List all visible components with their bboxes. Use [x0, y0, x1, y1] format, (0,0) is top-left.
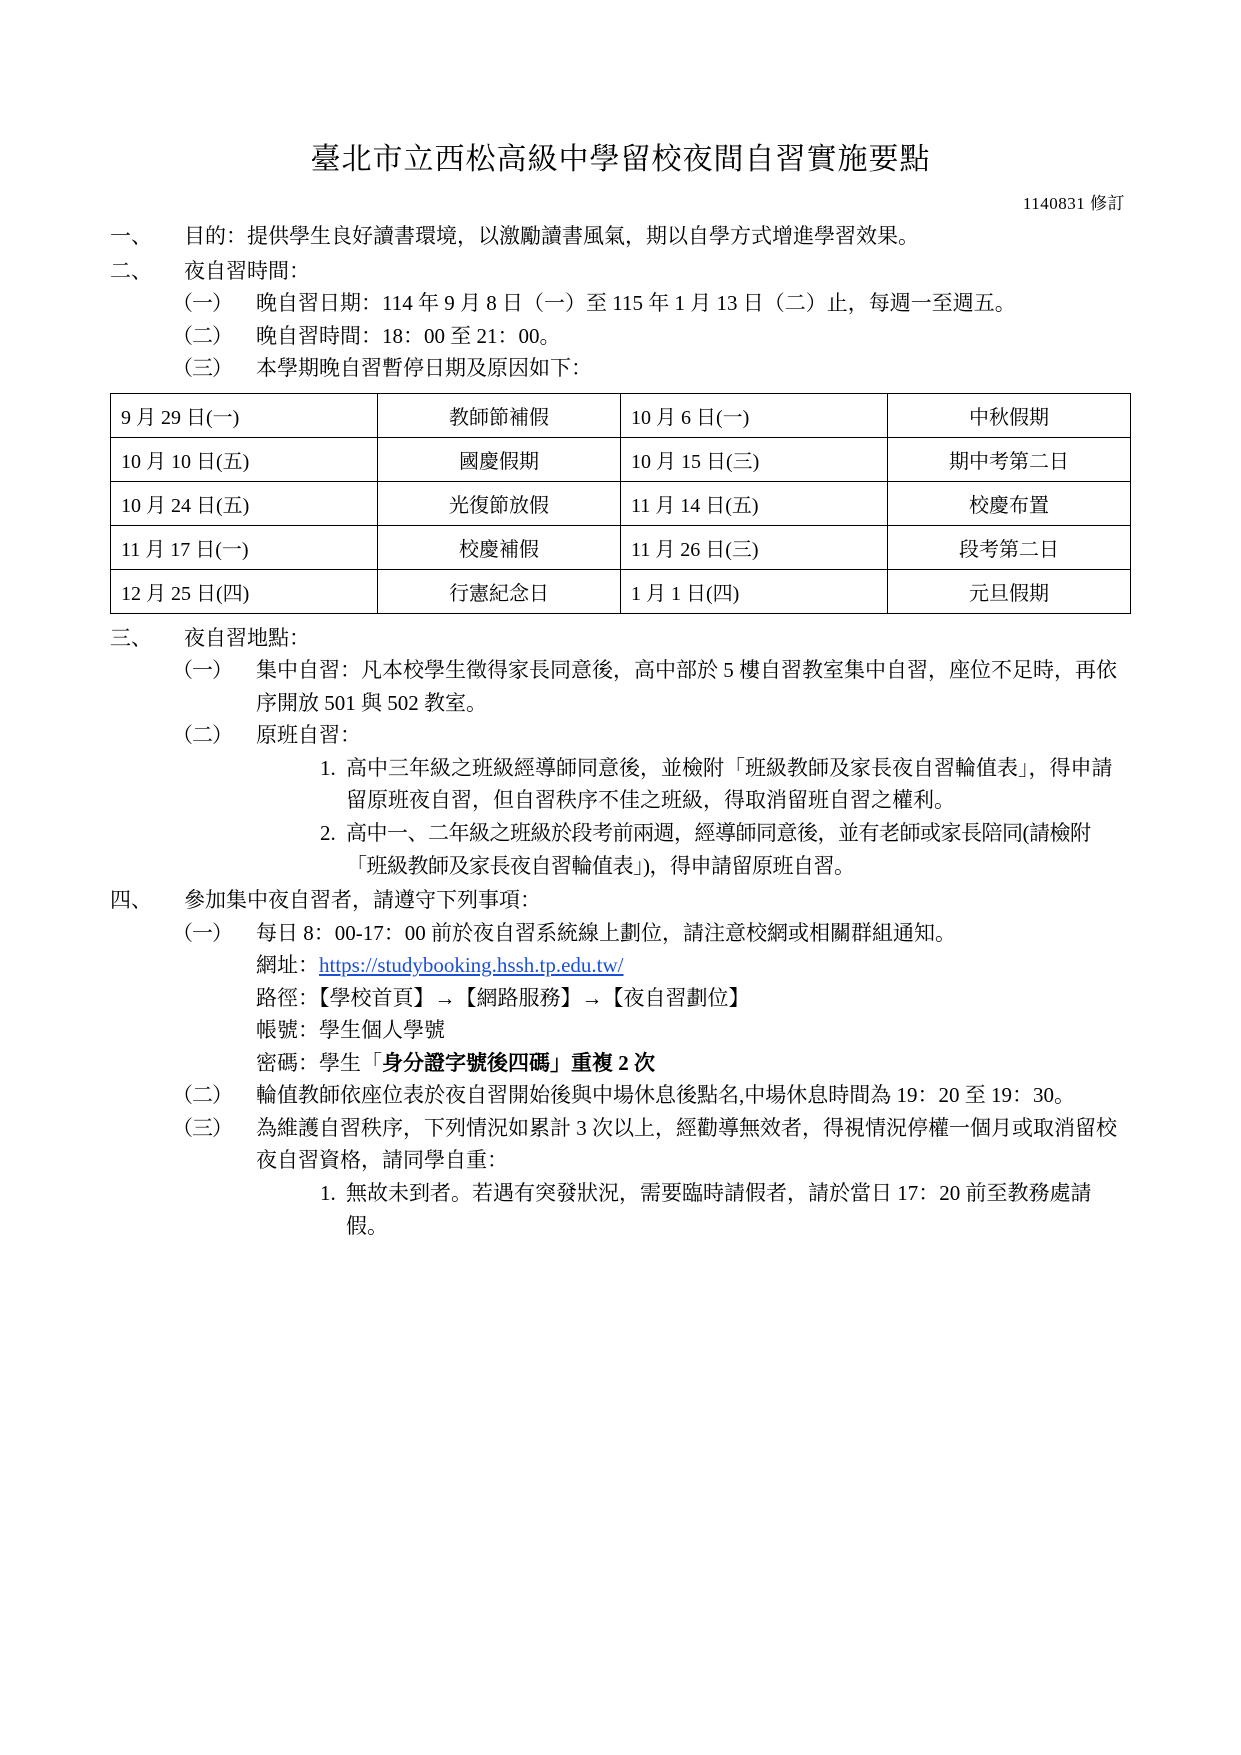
- cell-reason-right: 期中考第二日: [888, 437, 1131, 481]
- section-3-sub-2-marker: 2.: [320, 821, 336, 846]
- cell-reason-right: 校慶布置: [888, 481, 1131, 525]
- section-2-item-2-text: 晚自習時間：18：00 至 21：00。: [256, 323, 561, 348]
- section-4-item-3-marker: （三）: [172, 1115, 232, 1140]
- table-row: [111, 437, 1131, 481]
- cell-date-left: 11 月 17 日(一): [111, 525, 378, 569]
- section-4-item-1-marker: （一）: [172, 920, 232, 945]
- section-2-item-1-text: 晚自習日期：114 年 9 月 8 日（一）至 115 年 1 月 13 日（二）止，每週一至週五。: [256, 291, 1016, 316]
- section-2-item-2: [172, 320, 1131, 353]
- section-4: [110, 884, 1131, 917]
- section-2: [110, 255, 1131, 288]
- cell-date-right: 10 月 15 日(三): [620, 437, 887, 481]
- section-1-text: 目的：提供學生良好讀書環境，以激勵讀書風氣，期以自學方式增進學習效果。: [184, 224, 919, 248]
- section-4-item-2: [172, 1079, 1131, 1112]
- cell-reason-left: 國慶假期: [378, 437, 621, 481]
- suspension-table: [110, 393, 1131, 614]
- url-label: 網址：: [256, 953, 319, 978]
- section-4-sub-1: [320, 1177, 1131, 1242]
- password-suffix: 」重複 2 次: [550, 1050, 655, 1075]
- cell-reason-right: 中秋假期: [888, 393, 1131, 437]
- section-4-item-2-marker: （二）: [172, 1083, 232, 1108]
- section-3-marker: 三、: [110, 625, 152, 650]
- section-3-sub-2: [320, 817, 1131, 882]
- cell-reason-right: 段考第二日: [888, 525, 1131, 569]
- section-2-item-3-text: 本學期晚自習暫停日期及原因如下：: [256, 356, 592, 381]
- table-row: [111, 393, 1131, 437]
- section-3-sub-2-text: 高中一、二年級之班級於段考前兩週，經導師同意後，並有老師或家長陪同(請檢附「班級教師及家長夜自習輪值表」)，得申請留原班自習。: [346, 821, 1091, 878]
- section-3-item-2-text: 原班自習：: [256, 723, 361, 748]
- cell-date-left: 9 月 29 日(一): [111, 393, 378, 437]
- cell-reason-left: 光復節放假: [378, 481, 621, 525]
- section-4-text: 參加集中夜自習者，請遵守下列事項：: [184, 888, 541, 913]
- section-2-item-1: [172, 287, 1131, 320]
- section-3-sub-1-text: 高中三年級之班級經導師同意後，並檢附「班級教師及家長夜自習輪值表」，得申請留原班夜自習，但自習秩序不佳之班級，得取消留班自習之權利。: [346, 755, 1113, 813]
- cell-date-left: 10 月 24 日(五): [111, 481, 378, 525]
- section-3-item-1: [172, 654, 1131, 719]
- cell-date-right: 11 月 26 日(三): [620, 525, 887, 569]
- table-row: [111, 481, 1131, 525]
- table-row: [111, 525, 1131, 569]
- section-3-text: 夜自習地點：: [184, 625, 310, 650]
- section-2-text: 夜自習時間：: [184, 258, 310, 283]
- cell-reason-left: 校慶補假: [378, 525, 621, 569]
- section-2-item-3: [172, 352, 1131, 385]
- section-2-item-3-marker: （三）: [172, 356, 232, 381]
- section-4-item-1: [172, 917, 1131, 950]
- password-line: [256, 1047, 1131, 1080]
- cell-reason-right: 元旦假期: [888, 569, 1131, 613]
- section-2-item-2-marker: （二）: [172, 323, 232, 348]
- revision-note: 1140831 修訂: [1022, 194, 1125, 213]
- section-4-sub-1-marker: 1.: [320, 1181, 336, 1206]
- account-line: 帳號：學生個人學號: [256, 1018, 445, 1043]
- section-4-item-3: [172, 1112, 1131, 1177]
- section-3-item-1-text: 集中自習：凡本校學生徵得家長同意後，高中部於 5 樓自習教室集中自習，座位不足時，再依序開放 501 與 502 教室。: [256, 658, 1117, 715]
- section-3-sub-1-marker: 1.: [320, 755, 336, 780]
- section-3-item-2: [172, 719, 1131, 752]
- section-2-marker: 二、: [110, 258, 152, 283]
- path-line: 路徑：【學校首頁】→【網路服務】→【夜自習劃位】: [256, 985, 750, 1010]
- section-3-sub-1: [320, 752, 1131, 817]
- section-3-item-1-marker: （一）: [172, 658, 232, 683]
- cell-reason-left: 教師節補假: [378, 393, 621, 437]
- section-4-item-1-text: 每日 8：00-17：00 前於夜自習系統線上劃位，請注意校網或相關群組通知。: [256, 920, 956, 945]
- password-prefix: 密碼：學生「: [256, 1050, 382, 1075]
- cell-date-right: 1 月 1 日(四): [620, 569, 887, 613]
- booking-system-link[interactable]: https://studybooking.hssh.tp.edu.tw/: [319, 953, 624, 978]
- booking-details: [256, 949, 1131, 1079]
- section-4-marker: 四、: [110, 888, 152, 913]
- password-bold: 身分證字號後四碼: [382, 1050, 550, 1075]
- section-4-item-3-text: 為維護自習秩序，下列情況如累計 3 次以上，經勸導無效者，得視情況停權一個月或取消留校夜自習資格，請同學自重：: [256, 1115, 1117, 1173]
- section-1-marker: 一、: [110, 224, 152, 248]
- page-title: 臺北市立西松高級中學留校夜間自習實施要點: [310, 143, 931, 176]
- section-1: [110, 220, 1131, 253]
- cell-date-right: 10 月 6 日(一): [620, 393, 887, 437]
- cell-date-left: 10 月 10 日(五): [111, 437, 378, 481]
- cell-date-left: 12 月 25 日(四): [111, 569, 378, 613]
- url-line: [256, 949, 1131, 982]
- table-row: [111, 569, 1131, 613]
- section-4-item-2-text: 輪值教師依座位表於夜自習開始後與中場休息後點名,中場休息時間為 19：20 至 19：30。: [256, 1083, 1075, 1108]
- section-2-item-1-marker: （一）: [172, 291, 232, 316]
- section-3-item-2-marker: （二）: [172, 723, 232, 748]
- section-3: [110, 622, 1131, 655]
- cell-date-right: 11 月 14 日(五): [620, 481, 887, 525]
- cell-reason-left: 行憲紀念日: [378, 569, 621, 613]
- section-4-sub-1-text: 無故未到者。若遇有突發狀況，需要臨時請假者，請於當日 17：20 前至教務處請假。: [346, 1181, 1092, 1238]
